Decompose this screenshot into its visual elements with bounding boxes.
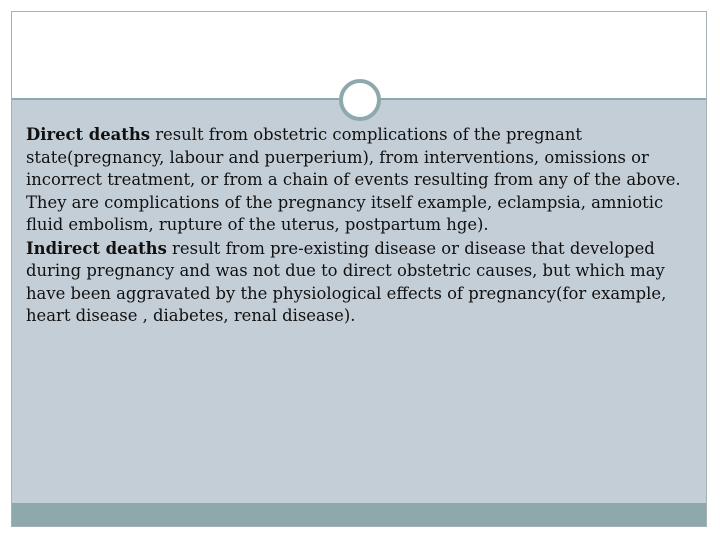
body-text — [26, 124, 690, 328]
term-direct-deaths: Direct deaths — [26, 125, 150, 144]
circle-ornament-icon — [339, 79, 381, 121]
footer-bar — [12, 503, 706, 526]
paragraph-direct-deaths — [26, 124, 690, 237]
text-direct-deaths: result from obstetric complications of the pregnant state(pregnancy, labour and puerperium), from interventions, omissions or incorrect treatment, or from a chain of events resulting from any of the above. They are complications of the pregnancy itself example, eclampsia, amniotic fluid embolism, rupture of the uterus, postpartum hge). — [26, 125, 681, 234]
paragraph-indirect-deaths — [26, 238, 690, 328]
term-indirect-deaths: Indirect deaths — [26, 238, 167, 258]
text-indirect-deaths: result from pre-existing disease or disease that developed during pregnancy and was not due to direct obstetric causes, but which may have been aggravated by the physiological effects of pregnancy(for example, heart disease , diabetes, renal disease). — [26, 238, 667, 325]
